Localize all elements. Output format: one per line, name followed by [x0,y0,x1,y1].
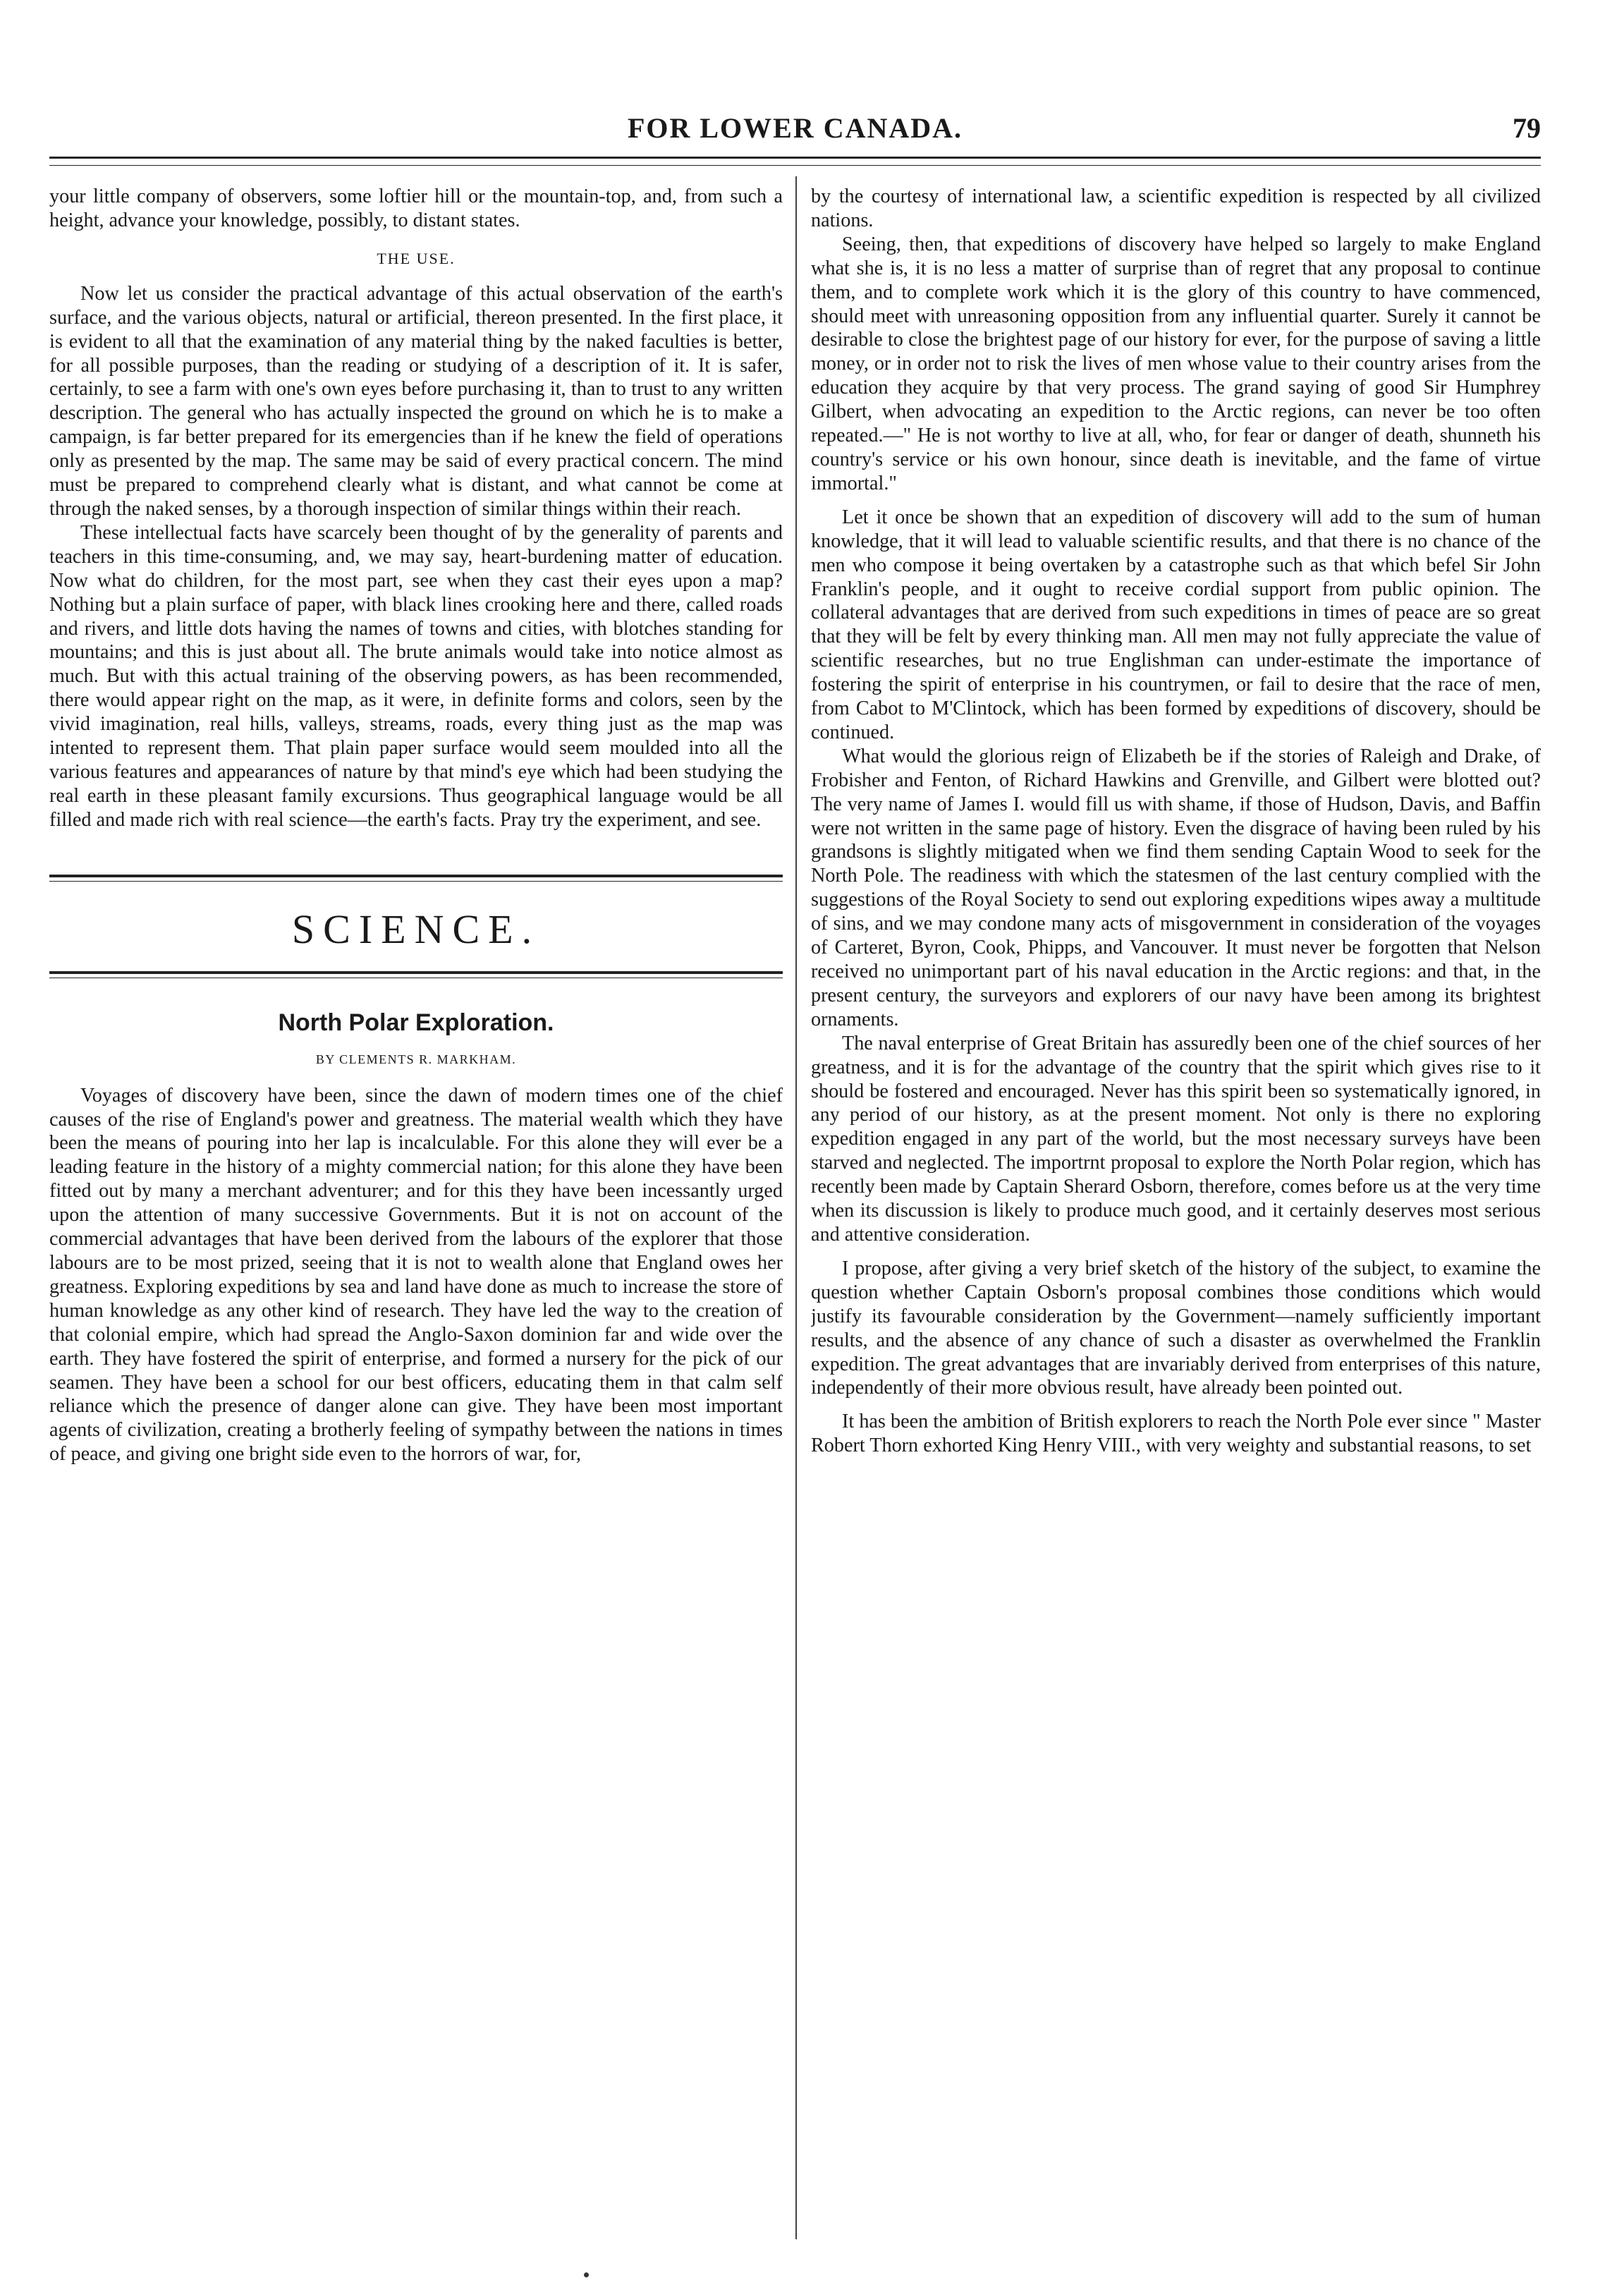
paragraph: Now let us consider the practical advantage of this actual observation of the earth's surface, and the various objects, natural or artificial, thereon presented. In the first place, it is evident to all that the examination of any material thing by the naked faculties is better, for all possible purposes, than the reading or studying of a description of it. It is safer, certainly, to see a farm with one's own eyes before purchasing it, than to trust to any written description. The general who has actually inspected the ground on which he is to make a campaign, is far better prepared for its emergencies than if he knew the field of operations only as presented by the map. The same may be said of every practical concern. The mind must be prepared to comprehend clearly what is distant, and what cannot be come at through the naked senses, by a thorough inspection of similar things within their reach. [49,282,783,520]
paragraph: These intellectual facts have scarcely been thought of by the generality of parents and teachers in this time-consuming, and, we may say, heart-burdening matter of education. Now what do children, for the most part, see when they cast their eyes upon a map? Nothing but a plain surface of paper, with black lines crooking here and there, called roads and rivers, and little dots having the names of towns and cities, with blotches standing for mountains; and this is just about all. The brute animals would take into notice almost as much. But with this actual training of the observing powers, as has been recommended, there would appear right on the map, as it were, in definite forms and colors, seen by the vivid imagination, real hills, valleys, streams, roads, every thing just as the map was intented to represent them. That plain paper surface would seem moulded into all the various features and appearances of nature by that mind's eye which had been studying the real earth in these pleasant family excursions. Thus geographical language would be all filled and made rich with real science—the earth's facts. Pray try the experiment, and see. [49,521,783,831]
article-title: North Polar Exploration. [278,1009,554,1036]
right-column [811,185,1541,2253]
paragraph: The naval enterprise of Great Britain has assuredly been one of the chief sources of her greatness, and it is for the advantage of the country that the spirit which gives rise to it should be fostered and encouraged. Never has this spirit been so systematically ignored, in any period of our history, as at the present moment. Not only is there no exploring expedition engaged in any part of the world, but the most necessary surveys have been starved and neglected. The importrnt proposal to explore the North Polar region, which has recently been made by Captain Sherard Osborn, therefore, comes before us at the very time when its discussion is likely to produce much good, and it certainly deserves most serious and attentive consideration. [811,1032,1541,1246]
header-rule [49,157,1541,166]
science-title: SCIENCE. [291,906,541,952]
paragraph-gap [811,1247,1541,1257]
paragraph-gap [811,496,1541,506]
paragraph-gap [811,1400,1541,1410]
paragraph: Seeing, then, that expeditions of discovery have helped so largely to make England what she is, it is no less a matter of surprise than of regret that any proposal to continue them, and to complete work which it is the glory of this country to have commenced, should meet with unreasoning opposition from any influential quarter. Surely it cannot be desirable to close the brightest page of our history for ever, for the purpose of saving a little money, or in order not to risk the lives of men whose value to their country arises from the education they acquire by that very process. The grand saying of good Sir Humphrey Gilbert, when advocating an expedition to the Arctic regions, can never be too often repeated.—" He is not worthy to live at all, who, for fear or danger of death, shunneth his country's service or his own honour, since death is inevitable, and the fame of virtue immortal." [811,233,1541,494]
section-rule-bottom [49,971,783,978]
running-head [49,111,1541,154]
column-divider [795,176,797,2239]
science-section-header [49,875,783,978]
article-byline: BY CLEMENTS R. MARKHAM. [315,1052,517,1066]
paragraph: What would the glorious reign of Elizabeth be if the stories of Raleigh and Drake, of Frobisher and Fenton, of Richard Hawkins and Grenville, and Gilbert were blotted out? The very name of James I. would fill us with shame, if those of Hudson, Davis, and Baffin were not written in the same page of history. Even the disgrace of having been ruled by his grandsons is slightly mitigated when we find them sending Captain Wood to seek for the North Pole. The readiness with which the statesmen of the last century complied with the suggestions of the Royal Society to send out exploring expeditions wipes away a multitude of sins, and we may condone many acts of misgovernment in consideration of the voyages of Carteret, Byron, Cook, Phipps, and Vancouver. It must never be forgotten that Nelson received no unimportant part of his naval education in the Arctic regions: and that, in the present century, the surveyors and explorers of our navy have been among its brightest ornaments. [811,745,1541,1030]
ink-speck [584,2272,589,2277]
paragraph: It has been the ambition of British explorers to reach the North Pole ever since " Master Robert Thorn exhorted King Henry VIII., with very weighty and substantial reasons, to set [811,1411,1541,1457]
left-column [49,185,783,2253]
running-title: FOR LOWER CANADA. [627,112,963,144]
section-heading-the-use: THE USE. [377,249,456,267]
page-number: 79 [1513,112,1541,144]
paragraph: by the courtesy of international law, a scientific expedition is respected by all civilized nations. [811,185,1541,231]
paragraph: I propose, after giving a very brief sketch of the history of the subject, to examine the question whether Captain Osborn's proposal combines those conditions which would justify its favourable consideration by the Government—namely sufficiently important results, and the absence of any chance of such a disaster as overwhelmed the Franklin expedition. The great advantages that are invariably derived from enterprises of this nature, independently of their more obvious result, have already been pointed out. [811,1257,1541,1399]
paragraph: your little company of observers, some loftier hill or the mountain-top, and, from such a height, advance your knowledge, possibly, to distant states. [49,185,783,231]
section-rule-top [49,875,783,882]
paragraph: Voyages of discovery have been, since the dawn of modern times one of the chief causes of the rise of England's power and greatness. The material wealth which they have been the means of pouring into her lap is incalculable. For this alone they will ever be a leading feature in the history of a mighty commercial nation; for this alone they have been fitted out by many a merchant adventurer; and for this they have been incessantly urged upon the attention of many successive Governments. But it is not on account of the commercial advantages that have been derived from the labours of the explorer that those labours are to be most prized, seeing that it is not to wealth alone that England owes her greatness. Exploring expeditions by sea and land have done as much to increase the store of human knowledge as any other kind of research. They have led the way to the creation of that colonial empire, which had spread the Anglo-Saxon dominion far and wide over the earth. They have fostered the spirit of enterprise, and formed a nursery for the pick of our seamen. They have been a school for our best officers, educating them in that calm self reliance which the presence of danger alone can give. They have been most important agents of civilization, creating a brotherly feeling of sympathy between the nations in times of peace, and giving one bright side even to the horrors of war, for, [49,1084,783,1466]
paragraph: Let it once be shown that an expedition of discovery will add to the sum of human knowledge, that it will lead to valuable scientific results, and that there is no chance of the men who compose it being overtaken by a catastrophe such as that which befel Sir John Franklin's people, and it ought to receive cordial support from public opinion. The collateral advantages that are derived from such expeditions in times of peace are so great that they will be felt by every thinking man. All men may not fully appreciate the value of scientific researches, but no true Englishman can under-estimate the importance of fostering the spirit of enterprise in his countrymen, or fail to desire that the race of men, from Cabot to M'Clintock, which has been formed by expeditions of discovery, should be continued. [811,506,1541,743]
